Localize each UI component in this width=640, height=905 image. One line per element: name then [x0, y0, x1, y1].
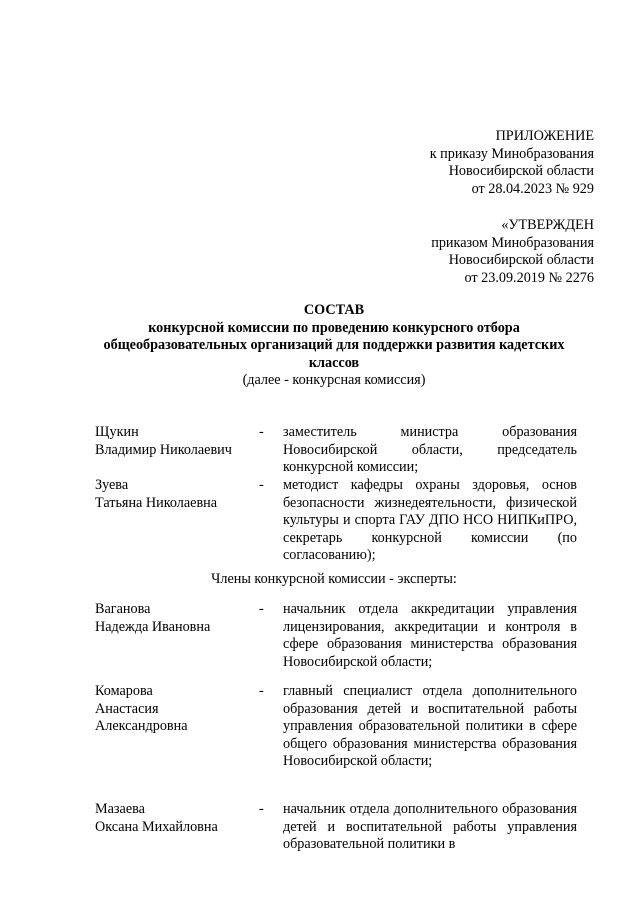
- member-surname: Мазаева: [95, 801, 145, 817]
- member-dash: -: [259, 601, 264, 617]
- member-given-name: Владимир Николаевич: [95, 441, 232, 458]
- member-name: [95, 601, 255, 636]
- member-role: главный специалист отдела дополнительного образования детей и воспитательной работы управления образовательной политики в сфере общего образования министерства образования Новосибирской области;: [283, 683, 577, 769]
- appendix-title: ПРИЛОЖЕНИЕ: [495, 128, 594, 144]
- approved-header: [431, 217, 594, 287]
- appendix-order-date: от 28.04.2023 № 929: [471, 180, 594, 197]
- member-role: начальник отдела дополнительного образования детей и воспитательной работы управления образовательной политики в: [283, 801, 577, 852]
- member-given-name: Татьяна Николаевна: [95, 494, 218, 511]
- appendix-order-ref: к приказу Минобразования: [429, 145, 594, 162]
- document-title-block: [90, 302, 578, 390]
- member-given-name: Надежда Ивановна: [95, 618, 211, 635]
- member-surname: Зуева: [95, 477, 129, 493]
- member-surname: Комарова: [95, 683, 153, 699]
- member-role: начальник отдела аккредитации управления лицензирования, аккредитации и контроля в сфере образования министерства образования Новосибирской области;: [283, 601, 577, 670]
- member-name: [95, 477, 255, 512]
- member-name: [95, 683, 255, 736]
- approved-order-ref: приказом Минобразования: [431, 234, 594, 251]
- member-dash: -: [259, 477, 264, 493]
- document-subtitle: конкурсной комиссии по проведению конкурсного отбора общеобразовательных организаций для поддержки развития кадетских классов: [103, 319, 565, 371]
- member-surname: Ваганова: [95, 601, 151, 617]
- member-surname: Щукин: [95, 424, 139, 440]
- member-role: методист кафедры охраны здоровья, основ безопасности жизнедеятельности, физической культуры и спорта ГАУ ДПО НСО НИПКиПРО, секретарь конкурсной комиссии (по согласованию);: [283, 477, 577, 563]
- member-name: [95, 801, 255, 836]
- member-dash: -: [259, 683, 264, 699]
- member-given-name: Оксана Михайловна: [95, 818, 218, 835]
- member-dash: -: [259, 801, 264, 817]
- approved-title: «УТВЕРЖДЕН: [501, 217, 594, 233]
- member-role: заместитель министра образования Новосибирской области, председатель конкурсной комиссии;: [283, 424, 577, 475]
- approved-region: Новосибирской области: [448, 252, 594, 268]
- member-patronymic: Александровна: [95, 718, 188, 734]
- member-dash: -: [259, 424, 264, 440]
- approved-order-date: от 23.09.2019 № 2276: [464, 269, 594, 286]
- member-given-name: Анастасия: [95, 700, 159, 717]
- appendix-region: Новосибирской области: [448, 163, 594, 179]
- experts-heading: Члены конкурсной комиссии - эксперты:: [211, 571, 457, 587]
- member-name: [95, 424, 255, 459]
- document-title-note: (далее - конкурсная комиссия): [242, 372, 426, 388]
- appendix-header: [430, 128, 594, 198]
- document-title: СОСТАВ: [303, 302, 365, 318]
